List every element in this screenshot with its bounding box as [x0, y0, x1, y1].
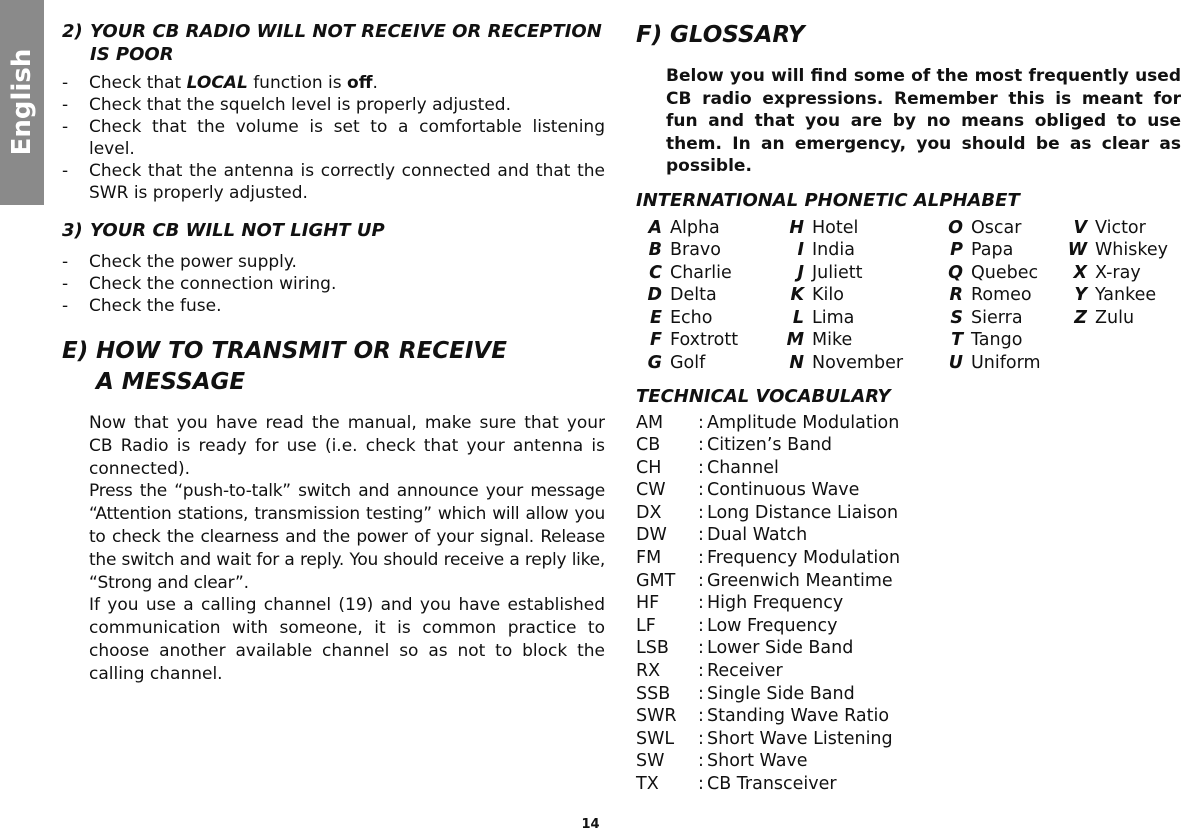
separator: : [698, 502, 704, 523]
alphabet-word: Mike [812, 330, 853, 351]
vocabulary-entry [636, 479, 1181, 502]
vocabulary-abbreviation: CH [636, 457, 662, 478]
alphabet-letter: W [1067, 240, 1087, 261]
alphabet-letter: E [650, 307, 662, 328]
vocabulary-entry [636, 773, 1181, 796]
phonetic-alphabet-table [636, 217, 1181, 377]
section-e-number: E) [62, 338, 89, 364]
alphabet-entry [778, 307, 903, 330]
vocabulary-meaning: Dual Watch [707, 525, 808, 546]
vocabulary-abbreviation: LSB [636, 638, 669, 659]
alphabet-word: Delta [670, 285, 717, 306]
vocabulary-abbreviation: CW [636, 480, 666, 501]
paragraph: Now that you have read the manual, make sure that your CB Radio is ready for use (i.e. check that your antenna is connected). [89, 413, 605, 479]
language-side-tab [0, 0, 44, 205]
alphabet-entry [937, 307, 1041, 330]
vocabulary-entry [636, 547, 1181, 570]
separator: : [698, 683, 704, 704]
alphabet-column [636, 217, 738, 375]
alphabet-entry [937, 262, 1041, 285]
alphabet-entry [778, 262, 903, 285]
alphabet-letter: U [948, 353, 963, 374]
list-item: - Check that the squelch level is properly adjusted. [62, 95, 511, 115]
alphabet-word: India [812, 240, 855, 261]
vocabulary-abbreviation: CB [636, 435, 661, 456]
alphabet-word: Tango [971, 330, 1023, 351]
list-item: - Check that the antenna is correctly connected and that the SWR is properly adjusted. [62, 161, 605, 203]
vocabulary-abbreviation: FM [636, 548, 662, 569]
separator: : [698, 774, 704, 794]
alphabet-column [937, 217, 1041, 375]
alphabet-letter: Y [1074, 285, 1087, 306]
alphabet-entry [937, 217, 1041, 240]
alphabet-word: Oscar [971, 217, 1022, 238]
alphabet-entry [778, 329, 903, 352]
alphabet-word: Sierra [971, 307, 1023, 328]
vocabulary-entry [636, 592, 1181, 615]
vocabulary-meaning: Short Wave [707, 751, 808, 772]
section-f-title: GLOSSARY [670, 22, 805, 48]
vocabulary-abbreviation: SW [636, 751, 665, 772]
vocabulary-meaning: Amplitude Modulation [707, 412, 900, 433]
alphabet-letter: F [650, 330, 662, 351]
alphabet-word: Hotel [812, 217, 859, 238]
alphabet-word: Golf [670, 353, 706, 374]
list-item: - Check that the volume is set to a comfortable listening level. [62, 117, 605, 159]
alphabet-letter: K [790, 285, 804, 306]
section-2-list [62, 72, 605, 204]
alphabet-entry [636, 352, 738, 375]
alphabet-word: Yankee [1095, 285, 1157, 306]
vocabulary-abbreviation: DX [636, 502, 662, 523]
vocabulary-entry [636, 728, 1181, 751]
alphabet-letter: G [647, 353, 662, 374]
alphabet-letter: Z [1074, 307, 1087, 328]
vocabulary-meaning: Low Frequency [707, 615, 838, 636]
alphabet-word: Victor [1095, 217, 1146, 238]
alphabet-word: Bravo [670, 240, 721, 261]
alphabet-letter: V [1073, 217, 1087, 238]
vocabulary-entry [636, 570, 1181, 593]
separator: : [698, 751, 704, 772]
alphabet-word: Echo [670, 307, 713, 328]
vocabulary-meaning: Citizen’s Band [707, 435, 833, 456]
alphabet-word: Quebec [971, 262, 1039, 283]
vocabulary-entry [636, 683, 1181, 706]
separator: : [698, 435, 704, 456]
alphabet-entry [778, 284, 903, 307]
vocabulary-meaning: Lower Side Band [707, 638, 854, 659]
vocabulary-meaning: Receiver [707, 661, 783, 682]
vocabulary-entry [636, 637, 1181, 660]
section-2-title: YOUR CB RADIO WILL NOT RECEIVE OR RECEPTION IS POOR [90, 21, 602, 65]
alphabet-entry [937, 329, 1041, 352]
paragraph: Press the “push-to-talk” switch and announce your message “Attention stations, transmission testing” which will allow you to check the clearness and the power of your signal. Release the switch and wait for a reply. You should receive a reply like, “Strong and clear”. [89, 481, 605, 593]
list-item: - Check the fuse. [62, 296, 222, 316]
vocabulary-meaning: Continuous Wave [707, 480, 860, 501]
vocabulary-meaning: High Frequency [707, 593, 844, 614]
alphabet-letter: N [789, 353, 804, 374]
alphabet-word: X-ray [1095, 262, 1141, 283]
vocabulary-abbreviation: GMT [636, 570, 676, 591]
alphabet-word: November [812, 353, 904, 374]
vocabulary-entry [636, 660, 1181, 683]
section-2-heading [62, 20, 605, 66]
alphabet-letter: P [950, 240, 963, 261]
alphabet-word: Uniform [971, 353, 1041, 374]
alphabet-entry [937, 284, 1041, 307]
local-keyword: LOCAL [186, 73, 248, 93]
section-f-number: F) [636, 22, 663, 48]
alphabet-entry [636, 307, 738, 330]
separator: : [698, 457, 704, 478]
vocabulary-meaning: Short Wave Listening [707, 728, 893, 749]
separator: : [698, 661, 704, 682]
right-column [636, 20, 1181, 796]
vocabulary-entry [636, 412, 1181, 435]
alphabet-letter: C [649, 262, 662, 283]
page-number: 14 [581, 817, 600, 832]
alphabet-entry [778, 239, 903, 262]
separator: : [698, 593, 704, 614]
left-column [62, 20, 605, 686]
alphabet-letter: A [648, 217, 662, 238]
alphabet-letter: I [797, 240, 804, 261]
technical-vocabulary-title: TECHNICAL VOCABULARY [636, 385, 891, 407]
alphabet-entry [1061, 262, 1168, 285]
section-3-list [62, 251, 605, 317]
alphabet-entry [1061, 217, 1168, 240]
section-f-heading [636, 20, 1181, 51]
off-keyword: off [347, 73, 373, 93]
alphabet-word: Kilo [812, 285, 844, 306]
vocabulary-meaning: Greenwich Meantime [707, 570, 893, 591]
vocabulary-meaning: Single Side Band [707, 683, 855, 704]
list-item: - Check the power supply. [62, 252, 297, 272]
vocabulary-entry [636, 705, 1181, 728]
list-item: - Check that LOCAL function is off. [62, 73, 378, 93]
alphabet-letter: X [1073, 262, 1087, 283]
language-label: English [7, 48, 37, 156]
alphabet-entry [636, 262, 738, 285]
alphabet-letter: S [950, 307, 963, 328]
section-3-number: 3) [62, 220, 83, 241]
section-e-body [89, 412, 605, 686]
phonetic-alphabet-title: INTERNATIONAL PHONETIC ALPHABET [636, 189, 1020, 211]
vocabulary-entry [636, 615, 1181, 638]
vocabulary-abbreviation: LF [636, 615, 656, 636]
vocabulary-meaning: Standing Wave Ratio [707, 706, 890, 727]
section-e-heading [62, 336, 605, 398]
vocabulary-abbreviation: SWL [636, 728, 675, 749]
alphabet-word: Romeo [971, 285, 1032, 306]
alphabet-entry [778, 217, 903, 240]
separator: : [698, 480, 704, 501]
alphabet-letter: M [786, 330, 804, 351]
vocabulary-entry [636, 434, 1181, 457]
alphabet-entry [1061, 284, 1168, 307]
alphabet-column [1061, 217, 1168, 330]
alphabet-word: Foxtrott [670, 330, 739, 351]
alphabet-entry [937, 239, 1041, 262]
vocabulary-abbreviation: HF [636, 593, 660, 614]
alphabet-letter: T [951, 330, 963, 351]
separator: : [698, 638, 704, 659]
separator: : [698, 706, 704, 727]
alphabet-letter: D [647, 285, 662, 306]
section-2-number: 2) [62, 21, 83, 42]
vocabulary-abbreviation: DW [636, 525, 667, 546]
alphabet-entry [636, 284, 738, 307]
vocabulary-meaning: Channel [707, 457, 779, 478]
glossary-intro: Below you will find some of the most frequently used CB radio expressions. Remember this is meant for fun and that you are by no means obliged to use them. In an emergency, you should be as clear as possible. [666, 66, 1181, 176]
separator: : [698, 570, 704, 591]
vocabulary-meaning: Long Distance Liaison [707, 502, 899, 523]
vocabulary-meaning: CB Transceiver [707, 774, 837, 794]
alphabet-word: Charlie [670, 262, 732, 283]
paragraph: If you use a calling channel (19) and you have established communication with someone, it is common practice to choose another available channel so as not to block the calling channel. [89, 595, 605, 684]
alphabet-letter: L [792, 307, 804, 328]
alphabet-entry [937, 352, 1041, 375]
vocabulary-entry [636, 524, 1181, 547]
vocabulary-entry [636, 750, 1181, 773]
alphabet-entry [636, 329, 738, 352]
vocabulary-meaning: Frequency Modulation [707, 548, 901, 569]
vocabulary-abbreviation: SSB [636, 683, 671, 704]
alphabet-word: Papa [971, 240, 1014, 261]
section-3-heading [62, 219, 605, 242]
vocabulary-abbreviation: TX [636, 774, 659, 794]
alphabet-entry [636, 239, 738, 262]
list-item: - Check the connection wiring. [62, 274, 337, 294]
alphabet-letter: R [949, 285, 963, 306]
alphabet-letter: B [648, 240, 662, 261]
alphabet-letter: H [789, 217, 804, 238]
alphabet-entry [778, 352, 903, 375]
alphabet-entry [1061, 239, 1168, 262]
separator: : [698, 728, 704, 749]
alphabet-entry [636, 217, 738, 240]
alphabet-letter: O [948, 217, 963, 238]
vocabulary-entry [636, 457, 1181, 480]
separator: : [698, 548, 704, 569]
vocabulary-abbreviation: RX [636, 661, 661, 682]
alphabet-column [778, 217, 903, 375]
alphabet-word: Juliett [812, 262, 863, 283]
section-3-title: YOUR CB WILL NOT LIGHT UP [90, 220, 385, 241]
alphabet-letter: Q [948, 262, 963, 283]
alphabet-letter: J [797, 262, 804, 283]
alphabet-word: Alpha [670, 217, 720, 238]
alphabet-word: Whiskey [1095, 240, 1169, 261]
section-e-title: HOW TO TRANSMIT OR RECEIVE A MESSAGE [96, 338, 507, 395]
separator: : [698, 615, 704, 636]
separator: : [698, 412, 704, 433]
vocabulary-abbreviation: AM [636, 412, 664, 433]
vocabulary-entry [636, 502, 1181, 525]
alphabet-word: Zulu [1095, 307, 1135, 328]
vocabulary-abbreviation: SWR [636, 706, 677, 727]
separator: : [698, 525, 704, 546]
technical-vocabulary-list [636, 412, 1181, 796]
alphabet-word: Lima [812, 307, 855, 328]
alphabet-entry [1061, 307, 1168, 330]
